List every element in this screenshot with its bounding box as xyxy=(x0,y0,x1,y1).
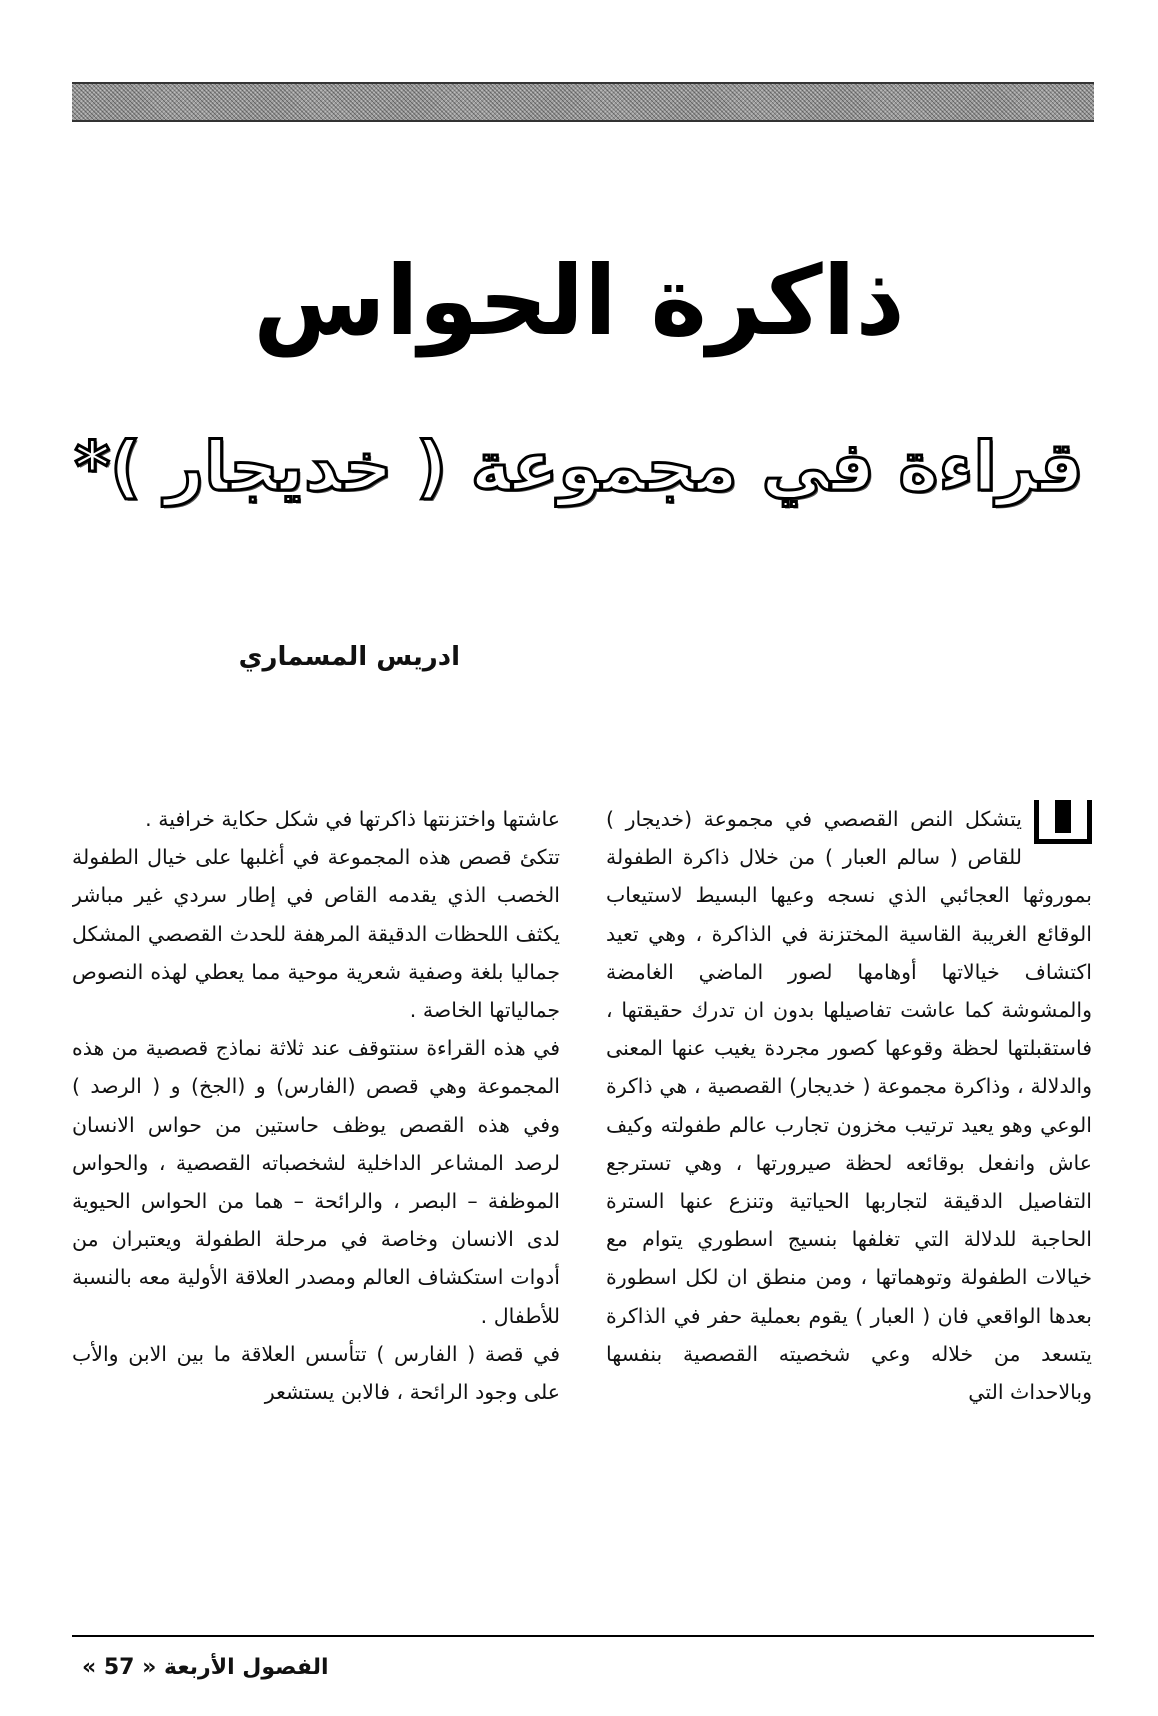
header-banner xyxy=(72,82,1094,122)
footer-divider xyxy=(72,1635,1094,1637)
right-column xyxy=(606,800,1092,1580)
drop-cap-icon xyxy=(1034,800,1092,844)
left-paragraph-4: في قصة ( الفارس ) تتأسس العلاقة ما بين الابن والأب على وجود الرائحة ، فالابن يستشعر xyxy=(72,1341,560,1405)
left-paragraph-2: تتكئ قصص هذه المجموعة في أغلبها على خيال الطفولة الخصب الذي يقدمه القاص في إطار سردي غير مباشر يكثف اللحظات الدقيقة المرهفة للحدث القصصي المشكل جماليا بلغة وصفية شعرية موحية مما يعطي لهذه النصوص جمالياتها الخاصة . xyxy=(72,845,560,1023)
article-subtitle: قراءة في مجموعة ( خديجار )* xyxy=(74,428,1084,507)
footer-publication: الفصول الأربعة « 57 » xyxy=(82,1655,329,1680)
article-title: ذاكرة الحواس xyxy=(253,245,905,357)
left-column xyxy=(72,800,560,1580)
right-column-paragraph: يتشكل النص القصصي في مجموعة (خديجار ) للقاص ( سالم العبار ) من خلال ذاكرة الطفولة بموروثها العجائبي الذي نسجه وعيها البسيط لاستيعاب الوقائع الغريبة القاسية المختزنة في الذاكرة ، وهي تعيد اكتشاف خيالاتها أوهامها لصور الماضي الغامضة والمشوشة كما عاشت تفاصيلها بدون ان تدرك حقيقتها ، فاستقبلتها لحظة وقوعها كصور مجردة يغيب عنها المعنى والدلالة ، وذاكرة مجموعة ( خديجار) القصصية ، هي ذاكرة الوعي وهو يعيد ترتيب مخزون تجارب عالم طفولته وكيف عاش وانفعل بوقائعه لحظة صيرورتها ، وهي تسترجع التفاصيل الدقيقة لتجاربها الحياتية وتنزع عنها السترة الحاجبة للدلالة التي تغلفها بنسيج اسطوري يتوام مع خيالات الطفولة وتوهماتها ، ومن منطق ان لكل اسطورة بعدها الواقعي فان ( العبار ) يقوم بعملية حفر في الذاكرة يتسعد من خلاله وعي شخصيته القصصية بنفسها وبالاحداث التي xyxy=(606,807,1092,1405)
left-paragraph-1: عاشتها واختزنتها ذاكرتها في شكل حكاية خرافية . xyxy=(145,807,560,831)
left-paragraph-3: في هذه القراءة سنتوقف عند ثلاثة نماذج قصصية من هذه المجموعة وهي قصص (الفارس) و (الجخ) و ( الرصد ) وفي هذه القصص يوظف حاستين من حواس الانسان لرصد المشاعر الداخلية لشخصباته القصصية ، والحواس الموظفة – البصر ، والرائحة – هما من الحواس الحيوية لدى الانسان وخاصة في مرحلة الطفولة ويعتبران من أدوات استكشاف العالم ومصدر العلاقة الأولية معه بالنسبة للأطفال . xyxy=(72,1036,560,1328)
author-name: ادريس المسماري xyxy=(238,642,460,672)
